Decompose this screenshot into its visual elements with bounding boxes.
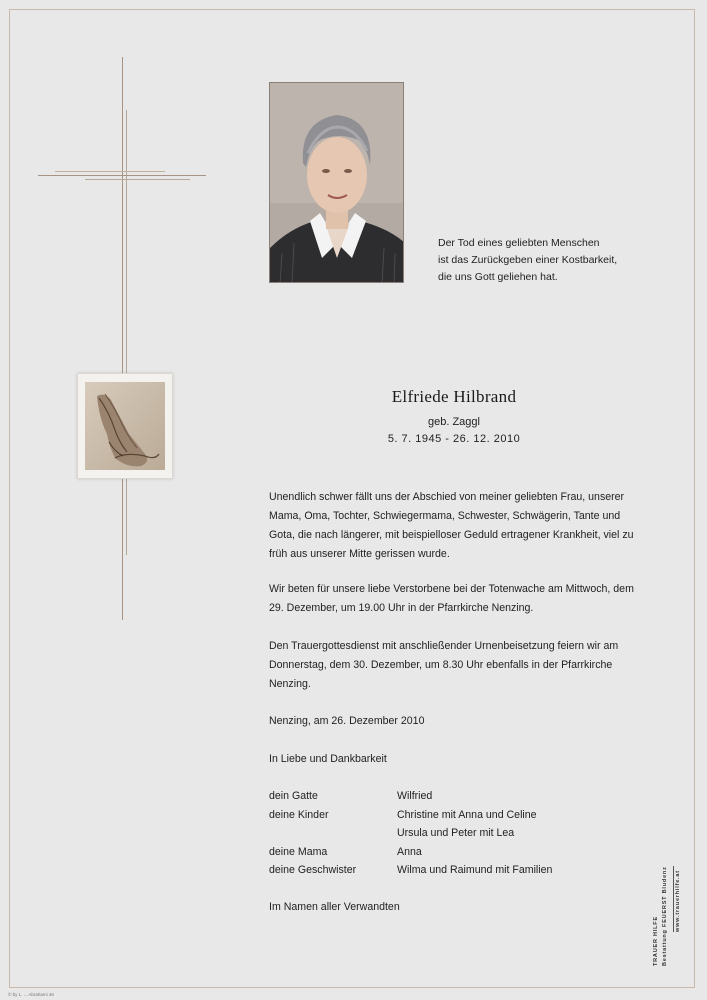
- birth-name: geb. Zaggl: [428, 416, 480, 428]
- quote-line: ist das Zurückgeben einer Kostbarkeit,: [438, 254, 618, 266]
- quote-line: die uns Gott geliehen hat.: [438, 271, 558, 283]
- portrait-photo: [269, 82, 404, 283]
- family-names: Anna: [397, 845, 422, 858]
- place-date: Nenzing, am 26. Dezember 2010: [269, 715, 425, 727]
- praying-hands-image: [77, 373, 173, 479]
- family-names: Christine mit Anna und Celine: [397, 808, 537, 821]
- deceased-name: Elfriede Hilbrand: [391, 387, 517, 406]
- paragraph-funeral: Den Trauergottesdienst mit anschließender Urnenbeisetzung feiern wir am Donnerstag, dem 30. Dezember, um 8.30 Uhr ebenfalls in der Pfarrkirche Nenzing.: [269, 640, 619, 690]
- family-names: Wilma und Raimund mit Familien: [397, 864, 553, 877]
- brand-line-2: Bestattung FEUERST Bludenz: [662, 866, 668, 966]
- family-relation: dein Gatte: [269, 790, 318, 802]
- family-relation: deine Geschwister: [269, 864, 357, 877]
- family-relation: deine Kinder: [269, 808, 329, 821]
- brand-line-3: www.trauerhilfe.at: [675, 870, 681, 932]
- family-names: Wilfried: [397, 790, 433, 802]
- family-names: Ursula und Peter mit Lea: [397, 827, 515, 840]
- paragraph-vigil: Wir beten für unsere liebe Verstorbene bei der Totenwache am Mittwoch, dem 29. Dezember, um 19.00 Uhr in der Pfarrkirche Nenzing.: [269, 583, 634, 614]
- closing-line: Im Namen aller Verwandten: [269, 901, 400, 913]
- brand-line-1: TRAUER HILFE: [653, 916, 659, 966]
- paragraph-farewell: Unendlich schwer fällt uns der Abschied von meiner geliebten Frau, unserer Mama, Oma, Tochter, Schwiegermama, Schwester, Schwägerin, Tante und Gota, die nach längerer, mit beispielloser Geduld ertragener Krankheit, viel zu früh aus unserer Mitte gerissen wurde.: [269, 491, 634, 560]
- family-relation: deine Mama: [269, 845, 328, 858]
- quote-line: Der Tod eines geliebten Menschen: [438, 237, 600, 249]
- footer-credit: © by L. ... Abrahami 46: [8, 992, 54, 997]
- life-dates: 5. 7. 1945 - 26. 12. 2010: [387, 433, 521, 445]
- love-gratitude: In Liebe und Dankbarkeit: [269, 753, 387, 765]
- memorial-quote: [438, 235, 617, 286]
